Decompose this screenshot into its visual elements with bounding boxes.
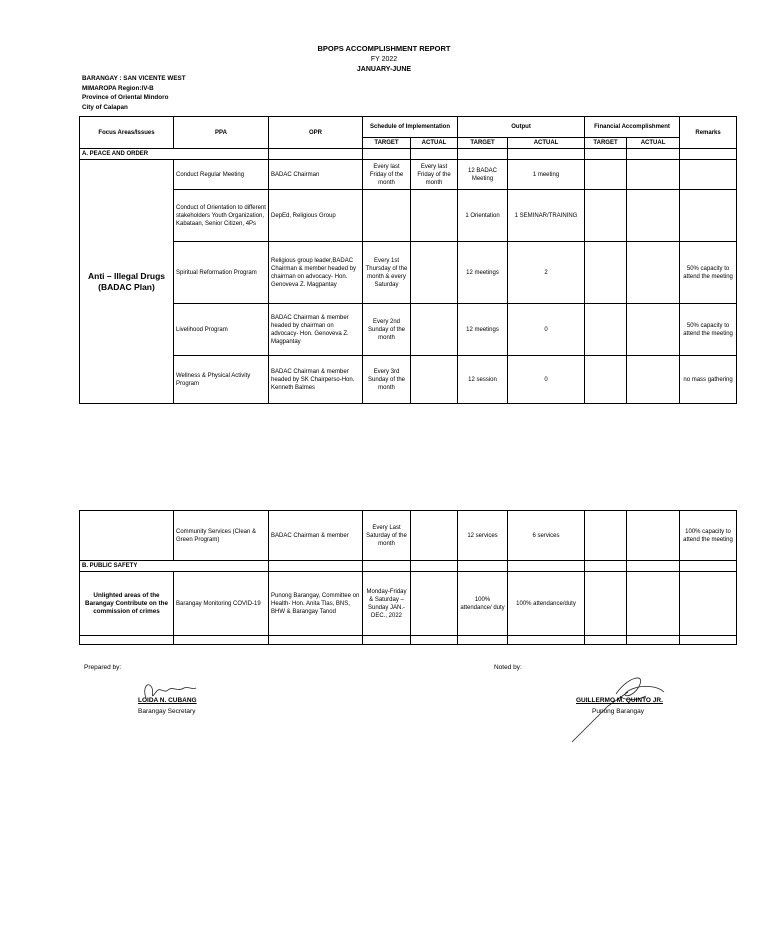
out-target-cell: 12 services: [458, 511, 508, 561]
table-row: [80, 304, 737, 356]
prepared-by-name: LOIDA N. CUBANG: [138, 697, 197, 704]
signature-quinto: [568, 666, 678, 744]
sched-actual-cell: Every last Friday of the month: [411, 160, 458, 190]
out-target-cell: 12 session: [458, 356, 508, 404]
fiscal-year: FY 2022: [370, 56, 398, 63]
remarks-cell: 50% capacity to attend the meeting: [680, 304, 737, 356]
noted-by-title: Punong Barangay: [592, 708, 645, 715]
ppa-cell: Livelihood Program: [174, 304, 269, 356]
table-row: [80, 356, 737, 404]
col-ppa: PPA: [174, 117, 269, 149]
section-row: [80, 561, 737, 572]
fin-target-header: TARGET: [585, 138, 627, 149]
opr-cell: BADAC Chairman: [269, 160, 363, 190]
table-row: [80, 572, 737, 636]
sched-actual-header: ACTUAL: [411, 138, 458, 149]
out-target-cell: 12 BADAC Meeting: [458, 160, 508, 190]
remarks-cell: [680, 160, 737, 190]
out-actual-cell: 1 meeting: [508, 160, 585, 190]
remarks-cell: no mass gathering: [680, 356, 737, 404]
accomplishment-table-2: [79, 510, 737, 645]
table-header-row: [80, 117, 737, 138]
focus-area-a: Anti – Illegal Drugs (BADAC Plan): [80, 160, 174, 404]
sched-target-header: TARGET: [363, 138, 411, 149]
opr-cell: DepEd, Religious Group: [269, 190, 363, 242]
sched-target-cell: Every 2nd Sunday of the month: [363, 304, 411, 356]
report-period: JANUARY-JUNE: [356, 66, 412, 73]
ppa-cell: Conduct of Orientation to different stakeholders Youth Organization, Kabataan, Senior Citizen, 4Ps: [174, 190, 269, 242]
sched-target-cell: Every last Friday of the month: [363, 160, 411, 190]
col-remarks: Remarks: [680, 117, 737, 149]
out-actual-cell: 0: [508, 304, 585, 356]
col-financial: Financial Accomplishment: [585, 117, 680, 138]
fin-actual-header: ACTUAL: [627, 138, 680, 149]
opr-cell: Punong Barangay, Committee on Health- Hon. Anita Tlas, BNS, BHW & Barangay Tanod: [269, 572, 363, 636]
prepared-by-label: Prepared by:: [84, 664, 122, 671]
sched-actual-cell: [411, 190, 458, 242]
out-target-cell: 1 Orientation: [458, 190, 508, 242]
city-line: City of Calapan: [82, 103, 128, 111]
col-opr: OPR: [269, 117, 363, 149]
out-target-cell: 100% attendance/ duty: [458, 572, 508, 636]
sched-target-cell: Every Last Saturday of the month: [363, 511, 411, 561]
sched-target-cell: Every 1st Thursday of the month & every Saturday: [363, 242, 411, 304]
table-row: [80, 636, 737, 645]
ppa-cell: Conduct Regular Meeting: [174, 160, 269, 190]
out-actual-cell: 6 services: [508, 511, 585, 561]
sched-actual-cell: [411, 304, 458, 356]
barangay-line: BARANGAY : SAN VICENTE WEST: [82, 75, 186, 82]
remarks-cell: [680, 190, 737, 242]
province-line: Province of Oriental Mindoro: [82, 94, 169, 101]
out-target-header: TARGET: [458, 138, 508, 149]
out-actual-cell: 1 SEMINAR/TRAINING: [508, 190, 585, 242]
prepared-by-title: Barangay Secretary: [138, 708, 196, 715]
section-row: [80, 149, 737, 160]
sched-actual-cell: [411, 356, 458, 404]
sched-actual-cell: [411, 242, 458, 304]
ppa-cell: Community Services (Clean & Green Program): [174, 511, 269, 561]
opr-cell: BADAC Chairman & member headed by chairman on advocacy- Hon. Genoveva Z. Magpantay: [269, 304, 363, 356]
out-actual-cell: 100% attendance/duty: [508, 572, 585, 636]
header-info: [82, 74, 186, 112]
opr-cell: BADAC Chairman & member: [269, 511, 363, 561]
noted-by-name: GUILLERMO M. QUINTO JR.: [576, 697, 663, 704]
out-target-cell: 12 meetings: [458, 242, 508, 304]
opr-cell: BADAC Chairman & member headed by SK Chairperso-Hon. Kenneth Balmes: [269, 356, 363, 404]
ppa-cell: Barangay Monitoring COVID-19: [174, 572, 269, 636]
table-row: [80, 511, 737, 561]
focus-area-b: Unlighted areas of the Barangay Contribute on the commission of crimes: [80, 572, 174, 636]
table-row: [80, 160, 737, 190]
region-line: MIMAROPA Region:IV-B: [82, 84, 154, 92]
col-schedule: Schedule of Implementation: [363, 117, 458, 138]
ppa-cell: Spiritual Reformation Program: [174, 242, 269, 304]
out-target-cell: 12 meetings: [458, 304, 508, 356]
accomplishment-table-1: [79, 116, 737, 404]
section-b-label: B. PUBLIC SAFETY: [80, 561, 269, 572]
out-actual-header: ACTUAL: [508, 138, 585, 149]
noted-by-label: Noted by:: [494, 664, 522, 671]
remarks-cell: 50% capacity to attend the meeting: [680, 242, 737, 304]
remarks-cell: 100% capacity to attend the meeting: [680, 511, 737, 561]
opr-cell: Religious group leader,BADAC Chairman & member headed by chairman on advocacy- Hon. Genoveva Z. Magpantay: [269, 242, 363, 304]
sched-target-cell: [363, 190, 411, 242]
sched-target-cell: Every 3rd Sunday of the month: [363, 356, 411, 404]
table-row: [80, 242, 737, 304]
out-actual-cell: 0: [508, 356, 585, 404]
col-focus: Focus Areas/Issues: [80, 117, 174, 149]
out-actual-cell: 2: [508, 242, 585, 304]
section-a-label: A. PEACE AND ORDER: [80, 149, 269, 160]
table-row: [80, 190, 737, 242]
report-title: BPOPS ACCOMPLISHMENT REPORT: [317, 44, 451, 53]
sched-target-cell: Monday-Friday & Saturday – Sunday JAN.-DEC., 2022: [363, 572, 411, 636]
ppa-cell: Wellness & Physical Activity Program: [174, 356, 269, 404]
col-output: Output: [458, 117, 585, 138]
